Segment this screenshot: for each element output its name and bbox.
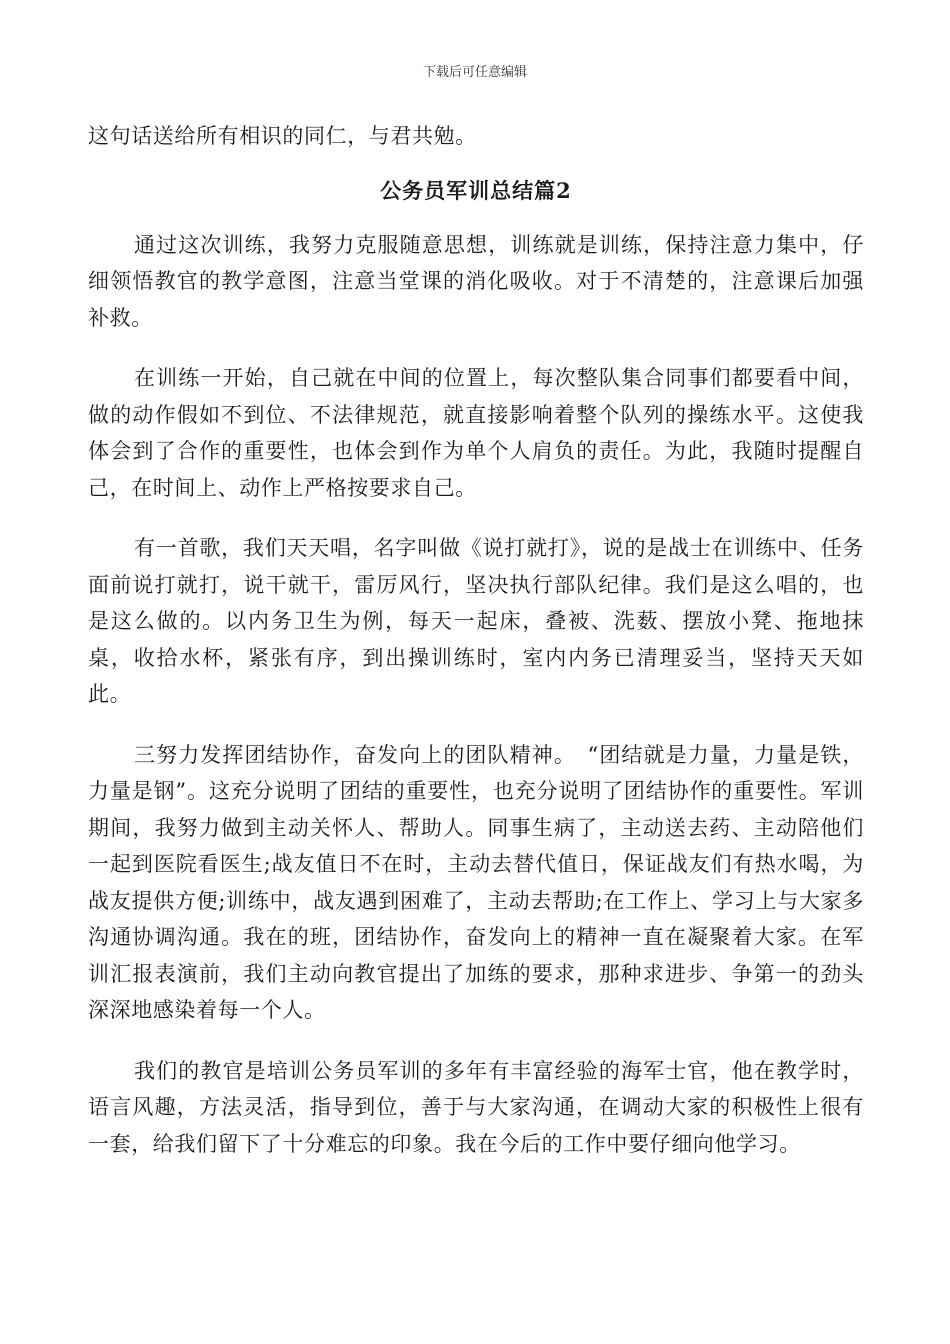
header-note: 下载后可任意编辑 <box>422 65 527 80</box>
lead-line: 这句话送给所有相识的同仁，与君共勉。 <box>88 124 477 148</box>
document-body <box>88 118 864 1162</box>
paragraph-gap <box>88 713 864 737</box>
paragraph-gap <box>88 1029 864 1053</box>
paragraph-5: 我们的教官是培训公务员军训的多年有丰富经验的海军士官，他在教学时，语言风趣，方法灵活，指导到位，善于与大家沟通，在调动大家的积极性上很有一套，给我们留下了十分难忘的印象。我在今后的工作中要仔细向他学习。 <box>88 1058 864 1156</box>
paragraph-1: 通过这次训练，我努力克服随意思想，训练就是训练，保持注意力集中，仔细领悟教官的教学意图，注意当堂课的消化吸收。对于不清楚的，注意课后加强补救。 <box>88 232 864 330</box>
paragraph-3: 有一首歌，我们天天唱，名字叫做《说打就打》，说的是战士在训练中、任务面前说打就打，说干就干，雷厉风行，坚决执行部队纪律。我们是这么唱的，也是这么做的。以内务卫生为例，每天一起床，叠被、洗薮、摆放小凳、拖地抹桌，收拾水杯，紧张有序，到出操训练时，室内内务已清理妥当，坚持天天如此。 <box>88 536 864 706</box>
paragraph-4: 三努力发挥团结协作，奋发向上的团队精神。 “团结就是力量，力量是铁，力量是钢”。这充分说明了团结的重要性，也充分说明了团结协作的重要性。军训期间，我努力做到主动关怀人、帮助人。同事生病了，主动送去药、主动陪他们一起到医院看医生;战友值日不在时，主动去替代值日，保证战友们有热水喝，为战友提供方便;训练中，战友遇到困难了，主动去帮助;在工作上、学习上与大家多沟通协调沟通。我在的班，团结协作，奋发向上的精神一直在凝聚着大家。在军训汇报表演前，我们主动向教官提出了加练的要求，那种求进步、争第一的劲头深深地感染着每一个人。 <box>88 742 864 1022</box>
paragraph-2: 在训练一开始，自己就在中间的位置上，每次整队集合同事们都要看中间，做的动作假如不到位、不法律规范，就直接影响着整个队列的操练水平。这使我体会到了合作的重要性，也体会到作为单个人肩负的责任。为此，我随时提醒自己，在时间上、动作上严格按要求自己。 <box>88 366 864 500</box>
paragraph-gap <box>88 336 864 360</box>
paragraph-gap <box>88 506 864 530</box>
section-title: 公务员军训总结篇2 <box>380 177 572 203</box>
